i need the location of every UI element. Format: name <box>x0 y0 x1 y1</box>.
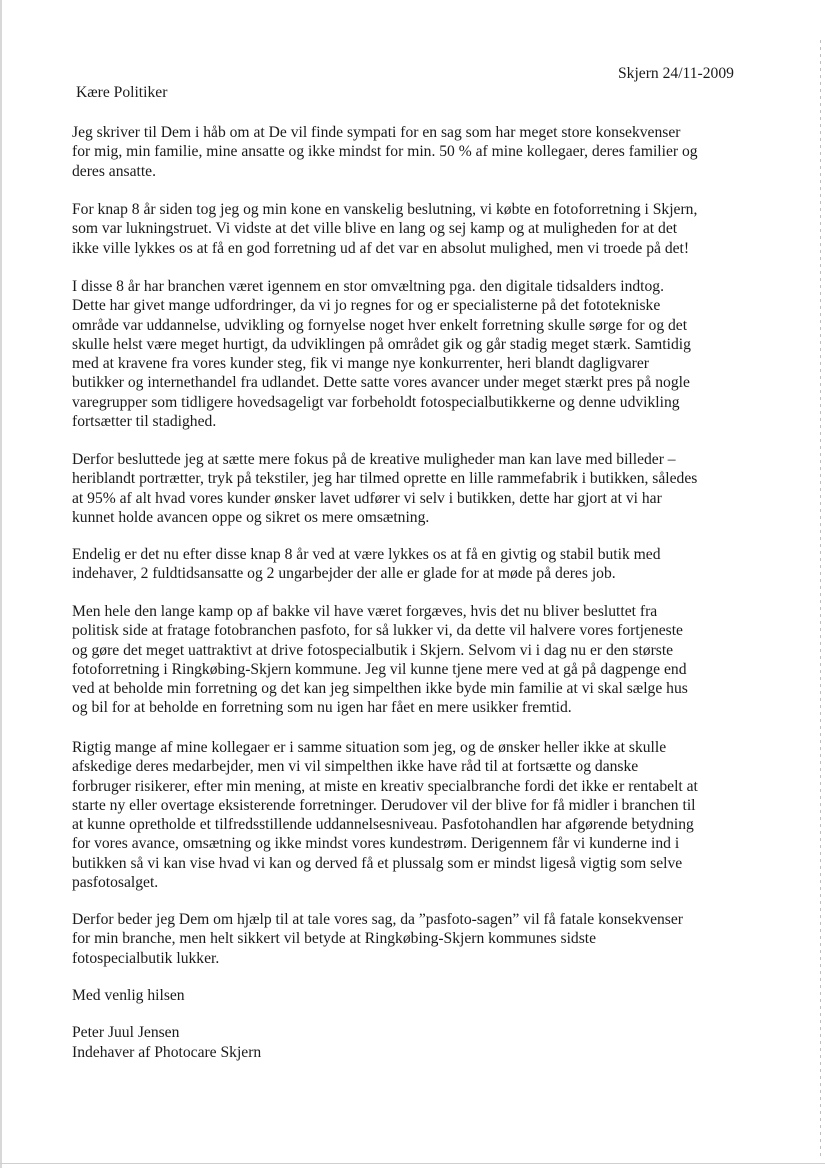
text-line: Jeg skriver til Dem i håb om at De vil finde sympati for en sag som har meget store konsekvenser <box>72 124 681 141</box>
signature-name: Peter Juul Jensen <box>72 1024 180 1041</box>
text-line: ikke ville lykkes os at få en god forretning ud af det var en absolut mulighed, men vi troede på det! <box>72 239 690 257</box>
text-line: politisk side at fratage fotobranchen pasfoto, for så lukker vi, da dette vil halvere vores fortjeneste <box>72 622 683 640</box>
text-line: Men hele den lange kamp op af bakke vil have været forgæves, hvis det nu bliver besluttet fra <box>72 603 658 620</box>
text-line: Dette har givet mange udfordringer, da vi jo regnes for og er specialisterne på det fototekniske <box>72 297 661 315</box>
text-line: forbruger risikerer, efter min mening, at miste en kreativ specialbranche fordi det ikke er rentabelt at <box>72 777 698 795</box>
text-line: skulle helst være meget hurtigt, da udviklingen på området gik og går stadig meget stærk. Samtidig <box>72 335 691 353</box>
text-line: at 95% af alt hvad vores kunder ønsker lavet udfører vi selv i butikken, dette har gjort at vi har <box>72 489 662 507</box>
text-line: og gøre det meget uattraktivt at drive fotospecialbutik i Skjern. Selvom vi i dag nu er den største <box>72 641 674 659</box>
text-line: Derfor besluttede jeg at sætte mere fokus på de kreative muligheder man kan lave med billeder – <box>72 451 676 468</box>
text-line: område var uddannelse, udvikling og fornyelse noget hver enkelt forretning skulle sørge for og det <box>72 316 688 334</box>
salutation: Kære Politiker <box>76 84 168 101</box>
paragraph-5 <box>72 545 752 584</box>
text-line: Endelig er det nu efter disse knap 8 år ved at være lykkes os at få en givtig og stabil butik med <box>72 546 661 563</box>
paragraph-8 <box>72 910 752 968</box>
text-line: pasfotosalget. <box>72 874 159 892</box>
text-line: heriblandt portrætter, tryk på tekstiler, jeg har tilmed oprette en lille rammefabrik i butikken, således <box>72 470 698 488</box>
letter-date: Skjern 24/11-2009 <box>618 65 734 82</box>
paragraph-2 <box>72 200 752 258</box>
text-line: Derfor beder jeg Dem om hjælp til at tale vores sag, da ”pasfoto-sagen” vil få fatale konsekvenser <box>72 911 683 928</box>
text-line: at kunne opretholde et tilfredsstillende uddannelsesniveau. Pasfotohandlen har afgørende betydning <box>72 816 694 834</box>
text-line: fortsætter til stadighed. <box>72 413 217 431</box>
text-line: starte ny eller overtage eksisterende forretninger. Derudover vil der blive for få midler i branchen til <box>72 796 696 814</box>
signature-title: Indehaver af Photocare Skjern <box>72 1044 262 1061</box>
text-line: for mig, min familie, mine ansatte og ikke mindst for min. 50 % af mine kollegaer, deres familier og <box>72 143 698 161</box>
paragraph-1 <box>72 123 752 181</box>
paragraph-6 <box>72 602 752 718</box>
text-line: butikken så vi kan vise hvad vi kan og derved få et plussalg som er mindst ligeså vigtig som selve <box>72 854 683 872</box>
text-line: I disse 8 år har branchen været igennem en stor omvæltning pga. den digitale tidsalders indtog. <box>72 278 664 295</box>
paragraph-4 <box>72 450 752 527</box>
text-line: med at kravene fra vores kunder steg, fik vi mange nye konkurrenter, heri blandt dagligvarer <box>72 355 649 373</box>
text-line: som var lukningstruet. Vi vidste at det ville blive en lang og sej kamp og at muligheden for at det <box>72 220 678 238</box>
text-line: varegrupper som tidligere hovedsageligt var forbeholdt fotospecialbutikkerne og denne udvikling <box>72 393 680 411</box>
paragraph-7 <box>72 738 752 892</box>
text-line: deres ansatte. <box>72 162 156 180</box>
text-line: Rigtig mange af mine kollegaer er i samme situation som jeg, og de ønsker heller ikke at skulle <box>72 739 667 756</box>
text-line: butikker og internethandel fra udlandet. Dette satte vores avancer under meget stærkt pres på nogle <box>72 374 690 392</box>
text-line: afskedige deres medarbejder, men vi vil simpelthen ikke have råd til at fortsætte og danske <box>72 758 639 776</box>
paragraph-3 <box>72 277 752 431</box>
text-line: For knap 8 år siden tog jeg og min kone en vanskelig beslutning, vi købte en fotoforretning i Skjern, <box>72 201 698 218</box>
text-line: for vores avance, omsætning og ikke mindst vores kundestrøm. Derigennem får vi kunderne ind i <box>72 835 680 853</box>
text-line: ved at beholde min forretning og det kan jeg simpelthen ikke byde min familie at vi skal sælge hus <box>72 680 688 698</box>
text-line: kunnet holde avancen oppe og sikret os mere omsætning. <box>72 508 430 526</box>
text-line: indehaver, 2 fuldtidsansatte og 2 ungarbejder der alle er glade for at møde på deres job. <box>72 565 616 583</box>
text-line: for min branche, men helt sikkert vil betyde at Ringkøbing-Skjern kommunes sidste <box>72 930 597 948</box>
text-line: fotoforretning i Ringkøbing-Skjern kommune. Jeg vil kunne tjene mere ved at gå på dagpenge end <box>72 660 687 678</box>
closing: Med venlig hilsen <box>72 987 185 1004</box>
text-line: og bil for at beholde en forretning som nu igen har fået en mere usikker fremtid. <box>72 699 572 717</box>
text-line: fotospecialbutik lukker. <box>72 949 220 967</box>
